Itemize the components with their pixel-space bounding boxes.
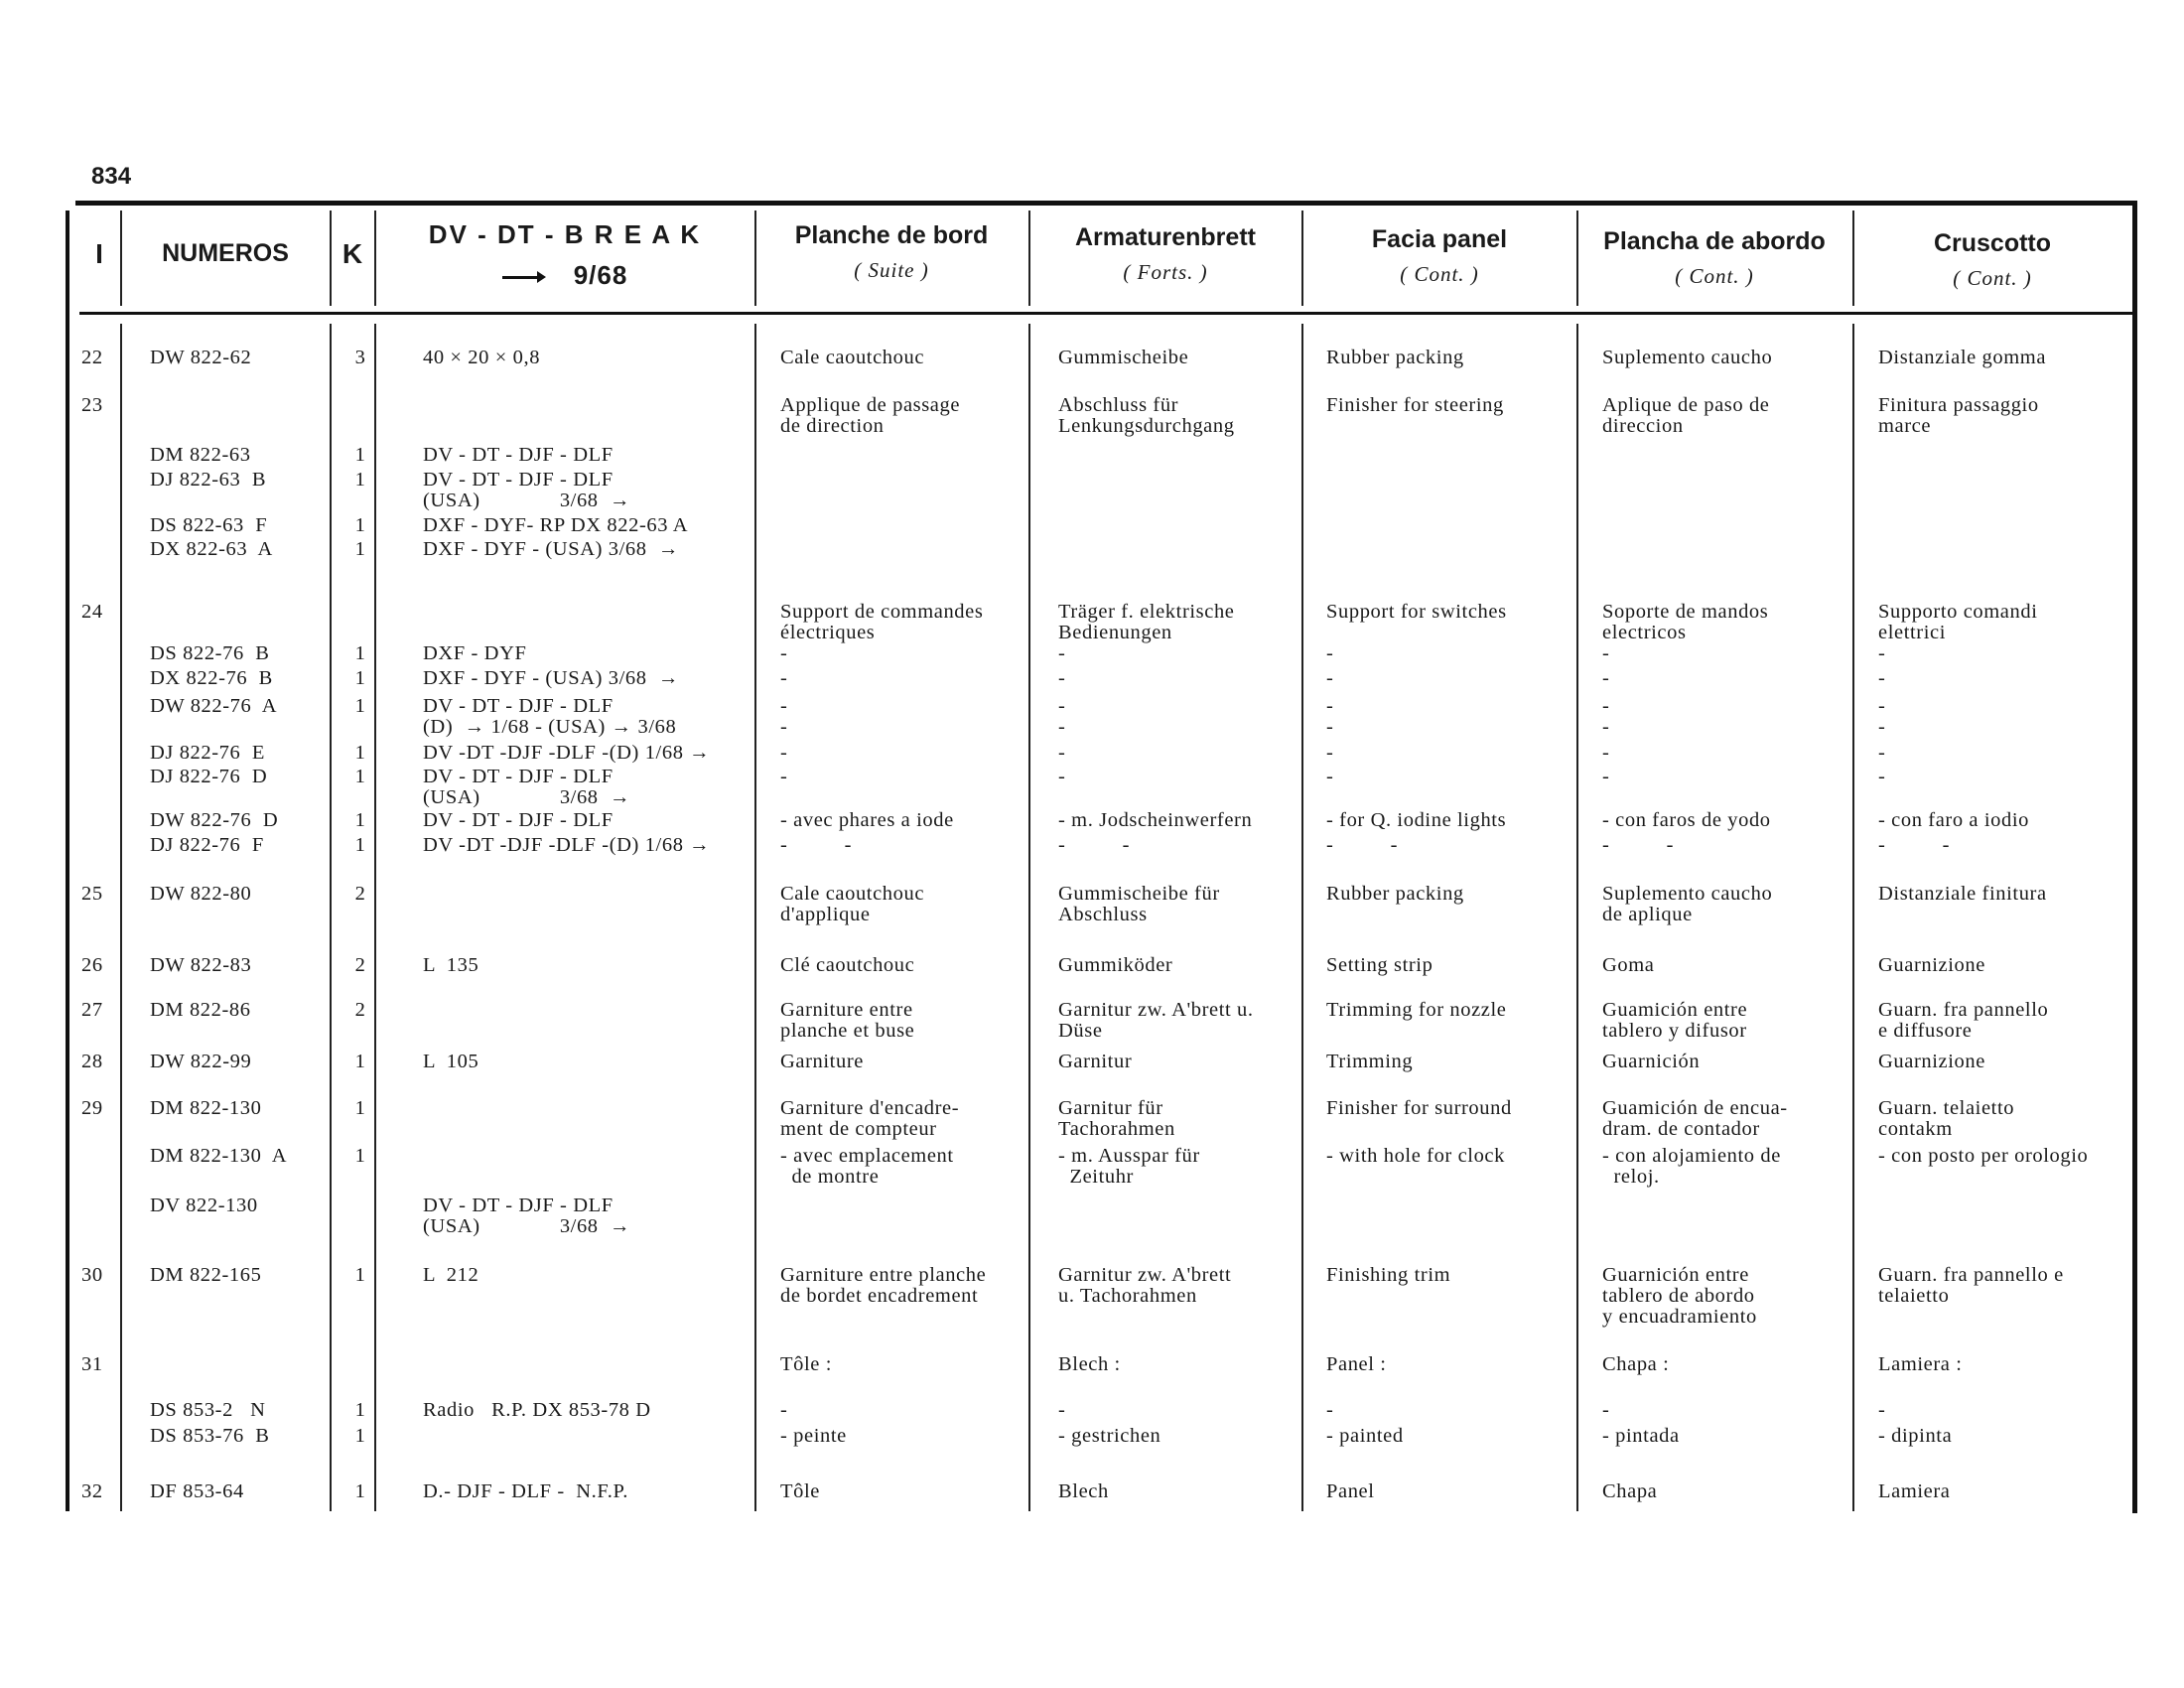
quantity-cell: 1 xyxy=(354,667,366,689)
italian-description-cell: Distanziale gomma xyxy=(1878,347,2047,368)
col-divider xyxy=(1852,324,1854,1511)
quantity-cell: 1 xyxy=(354,514,366,536)
italian-description-cell: - xyxy=(1878,1399,1886,1421)
model-application-cell: D.- DJF - DLF - N.F.P. xyxy=(423,1480,628,1502)
model-date xyxy=(376,259,753,292)
header-col-de xyxy=(1030,222,1300,286)
model-application-cell: DV - DT - DJF - DLF (USA) 3/68 → xyxy=(423,766,631,808)
english-description-cell: Rubber packing xyxy=(1326,883,1464,905)
quantity-cell: 1 xyxy=(354,1145,366,1167)
german-description-cell: - xyxy=(1058,642,1066,664)
spanish-description-cell: - con alojamiento de reloj. xyxy=(1602,1145,1781,1188)
quantity-cell: 1 xyxy=(354,538,366,560)
french-description-cell: Tôle : xyxy=(780,1353,832,1375)
parts-table xyxy=(66,201,2140,1511)
italian-description-cell: Guarn. telaietto contakm xyxy=(1878,1097,2015,1140)
model-application-cell: DV - DT - DJF - DLF (USA) 3/68 → xyxy=(423,1195,631,1237)
index-cell: 28 xyxy=(81,1051,103,1072)
french-description-cell: Garniture xyxy=(780,1051,864,1072)
english-description-cell: Panel : xyxy=(1326,1353,1387,1375)
spanish-description-cell: Guamición entre tablero y difusor xyxy=(1602,999,1748,1042)
model-application-cell: DXF - DYF xyxy=(423,642,527,664)
index-cell: 27 xyxy=(81,999,103,1021)
german-description-cell: Gummischeibe für Abschluss xyxy=(1058,883,1220,925)
model-date-text: 9/68 xyxy=(573,260,628,291)
header-col-en xyxy=(1303,224,1575,288)
quantity-cell: 1 xyxy=(354,1480,366,1502)
index-cell: 29 xyxy=(81,1097,103,1119)
italian-description-cell: Guarn. fra pannello e diffusore xyxy=(1878,999,2049,1042)
quantity-cell: 1 xyxy=(354,1051,366,1072)
german-description-cell: - xyxy=(1058,1399,1066,1421)
spanish-description-cell: - - xyxy=(1602,695,1610,738)
english-description-cell: - with hole for clock xyxy=(1326,1145,1505,1167)
quantity-cell: 2 xyxy=(354,999,366,1021)
german-description-cell: Träger f. elektrische Bedienungen xyxy=(1058,601,1235,643)
part-number-cell: DJ 822-63 B xyxy=(150,469,267,491)
es-title: Plancha de abordo xyxy=(1603,227,1826,255)
part-number-cell: DM 822-63 xyxy=(150,444,251,466)
spanish-description-cell: Suplemento caucho de aplique xyxy=(1602,883,1773,925)
italian-description-cell: Distanziale finitura xyxy=(1878,883,2047,905)
part-number-cell: DW 822-62 xyxy=(150,347,252,368)
quantity-cell: 1 xyxy=(354,1399,366,1421)
page-number: 834 xyxy=(91,163,132,190)
german-description-cell: Gummischeibe xyxy=(1058,347,1189,368)
italian-description-cell: - - xyxy=(1878,834,1951,856)
col-divider xyxy=(120,211,122,306)
spanish-description-cell: Chapa : xyxy=(1602,1353,1670,1375)
quantity-cell: 1 xyxy=(354,469,366,491)
part-number-cell: DW 822-80 xyxy=(150,883,252,905)
german-description-cell: - - xyxy=(1058,834,1131,856)
it-subtitle: ( Cont. ) xyxy=(1953,266,2032,291)
index-cell: 30 xyxy=(81,1264,103,1286)
index-cell: 31 xyxy=(81,1353,103,1375)
col-divider xyxy=(1028,324,1030,1511)
french-description-cell: - xyxy=(780,1399,788,1421)
quantity-cell: 1 xyxy=(354,642,366,664)
italian-description-cell: - xyxy=(1878,766,1886,787)
model-application-cell: DV - DT - DJF - DLF (D) → 1/68 - (USA) → 3/68 xyxy=(423,695,677,738)
spanish-description-cell: - - xyxy=(1602,834,1675,856)
header-col-it xyxy=(1854,228,2130,292)
quantity-cell: 1 xyxy=(354,444,366,466)
header-col-k: K xyxy=(341,238,363,269)
english-description-cell: - xyxy=(1326,1399,1334,1421)
spanish-description-cell: - xyxy=(1602,766,1610,787)
english-description-cell: - for Q. iodine lights xyxy=(1326,809,1507,831)
german-description-cell: Gummiköder xyxy=(1058,954,1173,976)
part-number-cell: DS 853-76 B xyxy=(150,1425,270,1447)
quantity-cell: 1 xyxy=(354,742,366,764)
part-number-cell: DW 822-76 A xyxy=(150,695,278,717)
fr-subtitle: ( Suite ) xyxy=(854,258,929,283)
english-description-cell: Finishing trim xyxy=(1326,1264,1451,1286)
en-subtitle: ( Cont. ) xyxy=(1400,262,1479,287)
french-description-cell: - xyxy=(780,742,788,764)
italian-description-cell: Lamiera : xyxy=(1878,1353,1963,1375)
spanish-description-cell: - xyxy=(1602,667,1610,689)
spanish-description-cell: Goma xyxy=(1602,954,1655,976)
model-application-cell: DV -DT -DJF -DLF -(D) 1/68 → xyxy=(423,742,711,764)
english-description-cell: - xyxy=(1326,642,1334,664)
spanish-description-cell: - xyxy=(1602,642,1610,664)
english-description-cell: - xyxy=(1326,742,1334,764)
fr-title: Planche de bord xyxy=(794,221,989,249)
italian-description-cell: - xyxy=(1878,667,1886,689)
english-description-cell: Rubber packing xyxy=(1326,347,1464,368)
italian-description-cell: Guarn. fra pannello e telaietto xyxy=(1878,1264,2064,1307)
spanish-description-cell: Suplemento caucho xyxy=(1602,347,1773,368)
part-number-cell: DX 822-76 B xyxy=(150,667,273,689)
german-description-cell: - m. Ausspar für Zeituhr xyxy=(1058,1145,1200,1188)
german-description-cell: Garnitur xyxy=(1058,1051,1133,1072)
model-application-cell: DV - DT - DJF - DLF xyxy=(423,444,614,466)
part-number-cell: DM 822-165 xyxy=(150,1264,262,1286)
french-description-cell: - xyxy=(780,642,788,664)
index-cell: 22 xyxy=(81,347,103,368)
italian-description-cell: - con posto per orologio xyxy=(1878,1145,2089,1167)
quantity-cell: 1 xyxy=(354,1097,366,1119)
german-description-cell: Garnitur für Tachorahmen xyxy=(1058,1097,1175,1140)
quantity-cell: 1 xyxy=(354,809,366,831)
header-col-i: I xyxy=(95,238,103,269)
top-rule xyxy=(75,201,2135,206)
english-description-cell: - - xyxy=(1326,834,1399,856)
english-description-cell: Finisher for surround xyxy=(1326,1097,1512,1119)
french-description-cell: - avec phares a iode xyxy=(780,809,954,831)
italian-description-cell: Guarnizione xyxy=(1878,954,1985,976)
model-range: DV - DT - B R E A K xyxy=(428,219,702,249)
header-col-fr xyxy=(756,220,1026,284)
french-description-cell: Garniture entre planche de bordet encadrement xyxy=(780,1264,987,1307)
english-description-cell: - xyxy=(1326,667,1334,689)
right-rule xyxy=(2132,201,2137,1513)
quantity-cell: 3 xyxy=(354,347,366,368)
quantity-cell: 2 xyxy=(354,883,366,905)
english-description-cell: Trimming xyxy=(1326,1051,1414,1072)
german-description-cell: - xyxy=(1058,667,1066,689)
de-title: Armaturenbrett xyxy=(1075,223,1256,251)
index-cell: 32 xyxy=(81,1480,103,1502)
model-application-cell: Radio R.P. DX 853-78 D xyxy=(423,1399,651,1421)
german-description-cell: - xyxy=(1058,742,1066,764)
part-number-cell: DJ 822-76 F xyxy=(150,834,264,856)
model-application-cell: DV - DT - DJF - DLF xyxy=(423,809,614,831)
index-cell: 26 xyxy=(81,954,103,976)
french-description-cell: - - xyxy=(780,695,788,738)
part-number-cell: DM 822-86 xyxy=(150,999,251,1021)
part-number-cell: DW 822-83 xyxy=(150,954,252,976)
german-description-cell: Garnitur zw. A'brett u. Düse xyxy=(1058,999,1254,1042)
model-application-cell: DV -DT -DJF -DLF -(D) 1/68 → xyxy=(423,834,711,856)
german-description-cell: Garnitur zw. A'brett u. Tachorahmen xyxy=(1058,1264,1232,1307)
french-description-cell: Cale caoutchouc d'applique xyxy=(780,883,925,925)
quantity-cell: 2 xyxy=(354,954,366,976)
model-application-cell: DXF - DYF - (USA) 3/68 → xyxy=(423,538,680,560)
spanish-description-cell: - xyxy=(1602,742,1610,764)
quantity-cell: 1 xyxy=(354,1425,366,1447)
header-col-model xyxy=(376,218,753,292)
english-description-cell: Trimming for nozzle xyxy=(1326,999,1507,1021)
spanish-description-cell: - pintada xyxy=(1602,1425,1680,1447)
german-description-cell: Blech xyxy=(1058,1480,1109,1502)
quantity-cell: 1 xyxy=(354,766,366,787)
french-description-cell: - xyxy=(780,667,788,689)
quantity-cell: 1 xyxy=(354,834,366,856)
model-application-cell: DV - DT - DJF - DLF (USA) 3/68 → xyxy=(423,469,631,511)
col-divider xyxy=(1301,324,1303,1511)
german-description-cell: - - xyxy=(1058,695,1066,738)
part-number-cell: DS 853-2 N xyxy=(150,1399,266,1421)
model-application-cell: 40 × 20 × 0,8 xyxy=(423,347,541,368)
spanish-description-cell: - con faros de yodo xyxy=(1602,809,1771,831)
german-description-cell: Blech : xyxy=(1058,1353,1121,1375)
french-description-cell: Applique de passage de direction xyxy=(780,394,961,437)
part-number-cell: DJ 822-76 E xyxy=(150,742,265,764)
italian-description-cell: - xyxy=(1878,742,1886,764)
part-number-cell: DS 822-63 F xyxy=(150,514,268,536)
english-description-cell: - - xyxy=(1326,695,1334,738)
german-description-cell: - gestrichen xyxy=(1058,1425,1161,1447)
spanish-description-cell: Aplique de paso de direccion xyxy=(1602,394,1770,437)
part-number-cell: DW 822-99 xyxy=(150,1051,252,1072)
part-number-cell: DW 822-76 D xyxy=(150,809,279,831)
german-description-cell: - m. Jodscheinwerfern xyxy=(1058,809,1253,831)
english-description-cell: Panel xyxy=(1326,1480,1375,1502)
header-col-numeros: NUMEROS xyxy=(162,239,289,267)
model-application-cell: L 135 xyxy=(423,954,479,976)
model-application-cell: L 212 xyxy=(423,1264,479,1286)
italian-description-cell: Lamiera xyxy=(1878,1480,1951,1502)
italian-description-cell: Guarnizione xyxy=(1878,1051,1985,1072)
part-number-cell: DF 853-64 xyxy=(150,1480,244,1502)
model-application-cell: L 105 xyxy=(423,1051,479,1072)
german-description-cell: - xyxy=(1058,766,1066,787)
italian-description-cell: Finitura passaggio marce xyxy=(1878,394,2039,437)
col-divider xyxy=(754,324,756,1511)
part-number-cell: DV 822-130 xyxy=(150,1195,258,1216)
left-rule xyxy=(66,211,69,1511)
italian-description-cell: - - xyxy=(1878,695,1886,738)
english-description-cell: Support for switches xyxy=(1326,601,1507,623)
col-divider xyxy=(330,324,332,1511)
index-cell: 24 xyxy=(81,601,103,623)
french-description-cell: Garniture d'encadre- ment de compteur xyxy=(780,1097,960,1140)
it-title: Cruscotto xyxy=(1933,229,2052,257)
index-cell: 25 xyxy=(81,883,103,905)
part-number-cell: DJ 822-76 D xyxy=(150,766,268,787)
spanish-description-cell: Guarnición entre tablero de abordo y encuadramiento xyxy=(1602,1264,1757,1328)
quantity-cell: 1 xyxy=(354,1264,366,1286)
es-subtitle: ( Cont. ) xyxy=(1675,264,1754,289)
french-description-cell: Support de commandes électriques xyxy=(780,601,984,643)
header-rule xyxy=(79,312,2134,315)
spanish-description-cell: Chapa xyxy=(1602,1480,1658,1502)
german-description-cell: Abschluss für Lenkungsdurchgang xyxy=(1058,394,1235,437)
french-description-cell: - peinte xyxy=(780,1425,847,1447)
french-description-cell: Tôle xyxy=(780,1480,820,1502)
spanish-description-cell: Guarnición xyxy=(1602,1051,1701,1072)
spanish-description-cell: - xyxy=(1602,1399,1610,1421)
spanish-description-cell: Soporte de mandos electricos xyxy=(1602,601,1769,643)
english-description-cell: Setting strip xyxy=(1326,954,1433,976)
part-number-cell: DS 822-76 B xyxy=(150,642,270,664)
col-divider xyxy=(374,324,376,1511)
part-number-cell: DM 822-130 A xyxy=(150,1145,288,1167)
english-description-cell: Finisher for steering xyxy=(1326,394,1504,416)
english-description-cell: - xyxy=(1326,766,1334,787)
italian-description-cell: Supporto comandi elettrici xyxy=(1878,601,2038,643)
english-description-cell: - painted xyxy=(1326,1425,1404,1447)
quantity-cell: 1 xyxy=(354,695,366,717)
index-cell: 23 xyxy=(81,394,103,416)
header-col-es xyxy=(1578,226,1850,290)
part-number-cell: DM 822-130 xyxy=(150,1097,262,1119)
italian-description-cell: - dipinta xyxy=(1878,1425,1953,1447)
french-description-cell: Garniture entre planche et buse xyxy=(780,999,915,1042)
french-description-cell: Cale caoutchouc xyxy=(780,347,925,368)
italian-description-cell: - xyxy=(1878,642,1886,664)
french-description-cell: - - xyxy=(780,834,853,856)
en-title: Facia panel xyxy=(1371,225,1508,253)
french-description-cell: - xyxy=(780,766,788,787)
part-number-cell: DX 822-63 A xyxy=(150,538,273,560)
model-application-cell: DXF - DYF - (USA) 3/68 → xyxy=(423,667,680,689)
de-subtitle: ( Forts. ) xyxy=(1123,260,1208,285)
col-divider xyxy=(120,324,122,1511)
italian-description-cell: - con faro a iodio xyxy=(1878,809,2029,831)
french-description-cell: - avec emplacement de montre xyxy=(780,1145,954,1188)
french-description-cell: Clé caoutchouc xyxy=(780,954,915,976)
model-application-cell: DXF - DYF- RP DX 822-63 A xyxy=(423,514,689,536)
col-divider xyxy=(1576,324,1578,1511)
arrow-right-icon xyxy=(502,276,540,279)
spanish-description-cell: Guamición de encua- dram. de contador xyxy=(1602,1097,1788,1140)
